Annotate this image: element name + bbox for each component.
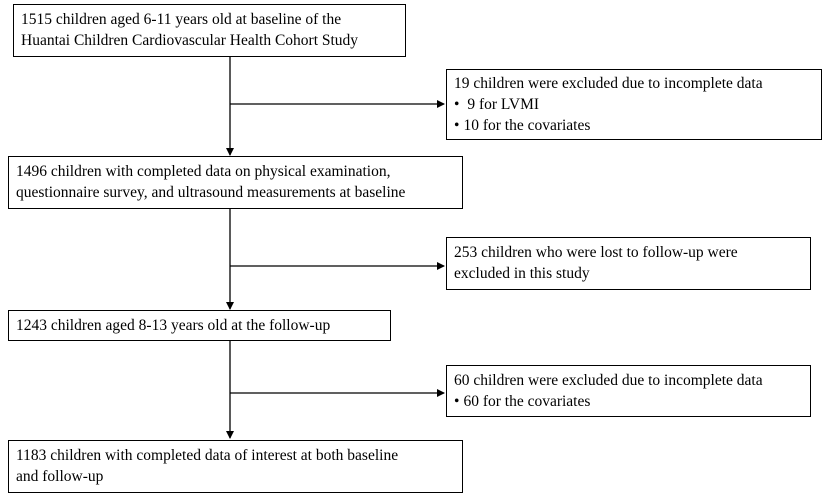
box-text-line: 1183 children with completed data of interest at both baseline bbox=[16, 447, 399, 464]
exclusion-box-incomplete-baseline bbox=[446, 69, 822, 140]
bullet-item: • 9 for LVMI bbox=[454, 94, 814, 115]
follow-up-box bbox=[8, 310, 391, 341]
baseline-cohort-box bbox=[13, 4, 406, 57]
box-title: 19 children were excluded due to incomplete data bbox=[454, 75, 763, 92]
box-text-line: and follow-up bbox=[16, 468, 104, 485]
exclusion-box-lost-follow-up bbox=[446, 237, 811, 290]
box-title: 60 children were excluded due to incomplete data bbox=[454, 372, 763, 389]
exclusion-box-incomplete-follow-up bbox=[446, 365, 811, 417]
box-text-line: 1515 children aged 6-11 years old at baseline of the bbox=[21, 11, 342, 28]
box-text-line: 1496 children with completed data on physical examination, bbox=[16, 163, 391, 180]
box-text-line: excluded in this study bbox=[454, 265, 590, 282]
box-text-line: Huantai Children Cardiovascular Health Cohort Study bbox=[21, 32, 359, 49]
box-text-line: 253 children who were lost to follow-up were bbox=[454, 244, 738, 261]
final-sample-box bbox=[8, 440, 463, 493]
completed-baseline-box bbox=[8, 156, 463, 209]
box-text-line: 1243 children aged 8-13 years old at the follow-up bbox=[16, 317, 331, 334]
box-text-line: questionnaire survey, and ultrasound measurements at baseline bbox=[16, 184, 406, 201]
bullet-item: • 60 for the covariates bbox=[454, 391, 803, 412]
bullet-item: • 10 for the covariates bbox=[454, 115, 814, 136]
